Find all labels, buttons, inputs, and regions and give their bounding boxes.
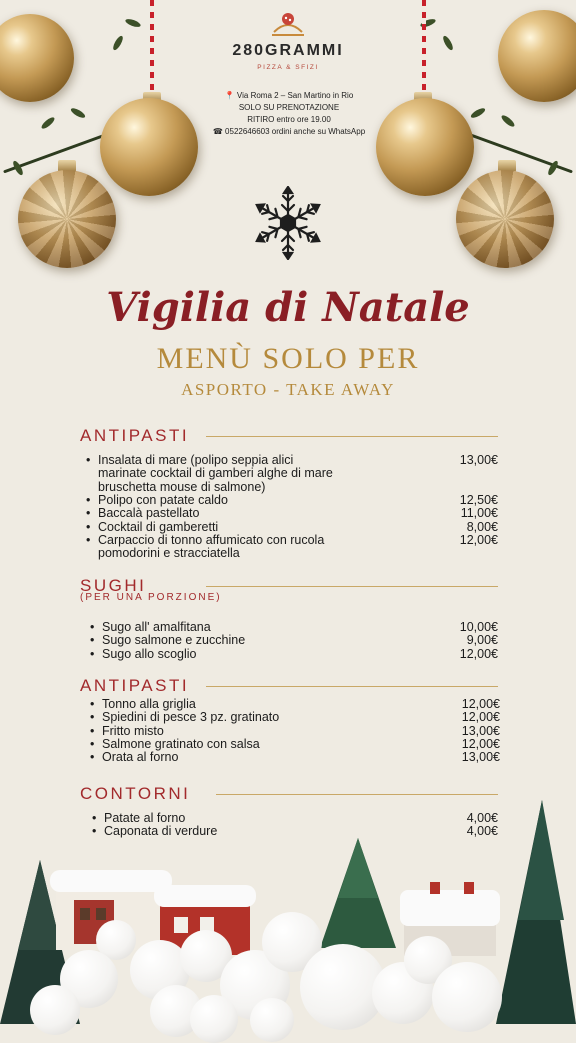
brand-tagline: PIZZA & SFIZI <box>257 64 319 71</box>
item-name: Caponata di verdure <box>104 824 218 839</box>
menu-subtitle-takeaway: ASPORTO - TAKE AWAY <box>181 380 395 399</box>
section-title-contorni: CONTORNI <box>80 784 191 803</box>
section-title-antipasti-2: ANTIPASTI <box>80 676 190 695</box>
item-name: Salmone gratinato con salsa <box>102 736 260 751</box>
booking-text: SOLO SU PRENOTAZIONE <box>238 103 340 112</box>
list-item <box>90 634 498 647</box>
item-price: 13,00€ <box>461 723 500 738</box>
item-price: 12,50€ <box>459 493 498 507</box>
pickup-text: RITIRO entro ore 19.00 <box>247 115 331 124</box>
section-title-sughi: SUGHI <box>80 576 147 595</box>
section-list-antipasti <box>86 454 498 560</box>
item-name: Sugo salmone e zucchine <box>102 633 246 648</box>
address-text: Via Roma 2 – San Martino in Rio <box>236 91 354 100</box>
section-list-contorni <box>92 812 498 839</box>
phone-text: 0522646603 ordini anche su WhatsApp <box>225 127 366 136</box>
section-note: (PER UNA PORZIONE) <box>80 592 222 603</box>
item-name: Polipo con patate caldo <box>98 493 228 507</box>
item-name: • Insalata di mare (polipo seppia alici marinate cocktail di gamberi alghe di mare bruschetta mouse di salmone) <box>98 453 333 494</box>
item-name: Patate al forno <box>104 811 186 825</box>
list-item <box>92 825 498 838</box>
item-price: 13,00€ <box>459 453 498 467</box>
item-name: Spiedini di pesce 3 pz. gratinato <box>102 710 280 725</box>
list-item <box>86 494 498 507</box>
list-item <box>90 751 500 764</box>
snowflake-icon <box>233 186 343 260</box>
pizza-logo-icon <box>268 10 308 38</box>
item-name: Cocktail di gamberetti <box>98 519 219 534</box>
list-item <box>90 725 500 738</box>
list-item <box>90 698 500 711</box>
brand-name: 280GRAMMI <box>232 42 344 59</box>
list-item <box>90 621 498 634</box>
section-divider <box>206 586 498 587</box>
menu-subtitle: MENÙ SOLO PER <box>156 342 420 375</box>
section-title-antipasti: ANTIPASTI <box>80 426 190 445</box>
list-item <box>86 454 498 494</box>
item-price: 12,00€ <box>461 736 500 751</box>
item-price: 9,00€ <box>466 633 498 648</box>
item-name: Sugo all' amalfitana <box>102 620 211 634</box>
address-line <box>196 90 382 102</box>
item-name: Tonno alla griglia <box>102 697 196 711</box>
pine-tree-right <box>492 800 576 1024</box>
item-price: 10,00€ <box>459 620 498 634</box>
menu-title: Vigilia di Natale <box>106 284 470 331</box>
list-item <box>90 711 500 724</box>
item-price: 12,00€ <box>461 697 500 711</box>
section-list-antipasti-2 <box>90 698 500 764</box>
section-divider <box>206 436 498 437</box>
list-item <box>86 521 498 534</box>
item-price: 4,00€ <box>466 811 498 825</box>
list-item <box>90 648 498 661</box>
pine-tree-center <box>318 838 398 948</box>
item-price: 4,00€ <box>466 824 498 839</box>
map-pin-icon: 📍 <box>224 91 235 100</box>
item-price: 12,00€ <box>459 532 498 547</box>
item-price: 13,00€ <box>461 750 500 765</box>
item-price: 12,00€ <box>461 710 500 725</box>
section-divider <box>216 794 498 795</box>
item-name: Baccalà pastellato <box>98 506 200 521</box>
item-price: 12,00€ <box>459 646 498 661</box>
item-name: • Carpaccio di tonno affumicato con rucola pomodorini e stracciatella <box>98 532 325 561</box>
item-name: Orata al forno <box>102 750 179 765</box>
item-price: 8,00€ <box>466 519 498 534</box>
section-divider <box>206 686 498 687</box>
phone-line <box>196 126 382 138</box>
list-item <box>86 507 498 520</box>
phone-icon: ☎ <box>212 127 223 136</box>
item-name: Sugo allo scoglio <box>102 646 197 661</box>
list-item <box>92 812 498 825</box>
list-item <box>86 534 498 561</box>
list-item <box>90 738 500 751</box>
item-price: 11,00€ <box>460 506 498 521</box>
item-name: Fritto misto <box>102 723 164 738</box>
section-list-sughi <box>90 621 498 661</box>
